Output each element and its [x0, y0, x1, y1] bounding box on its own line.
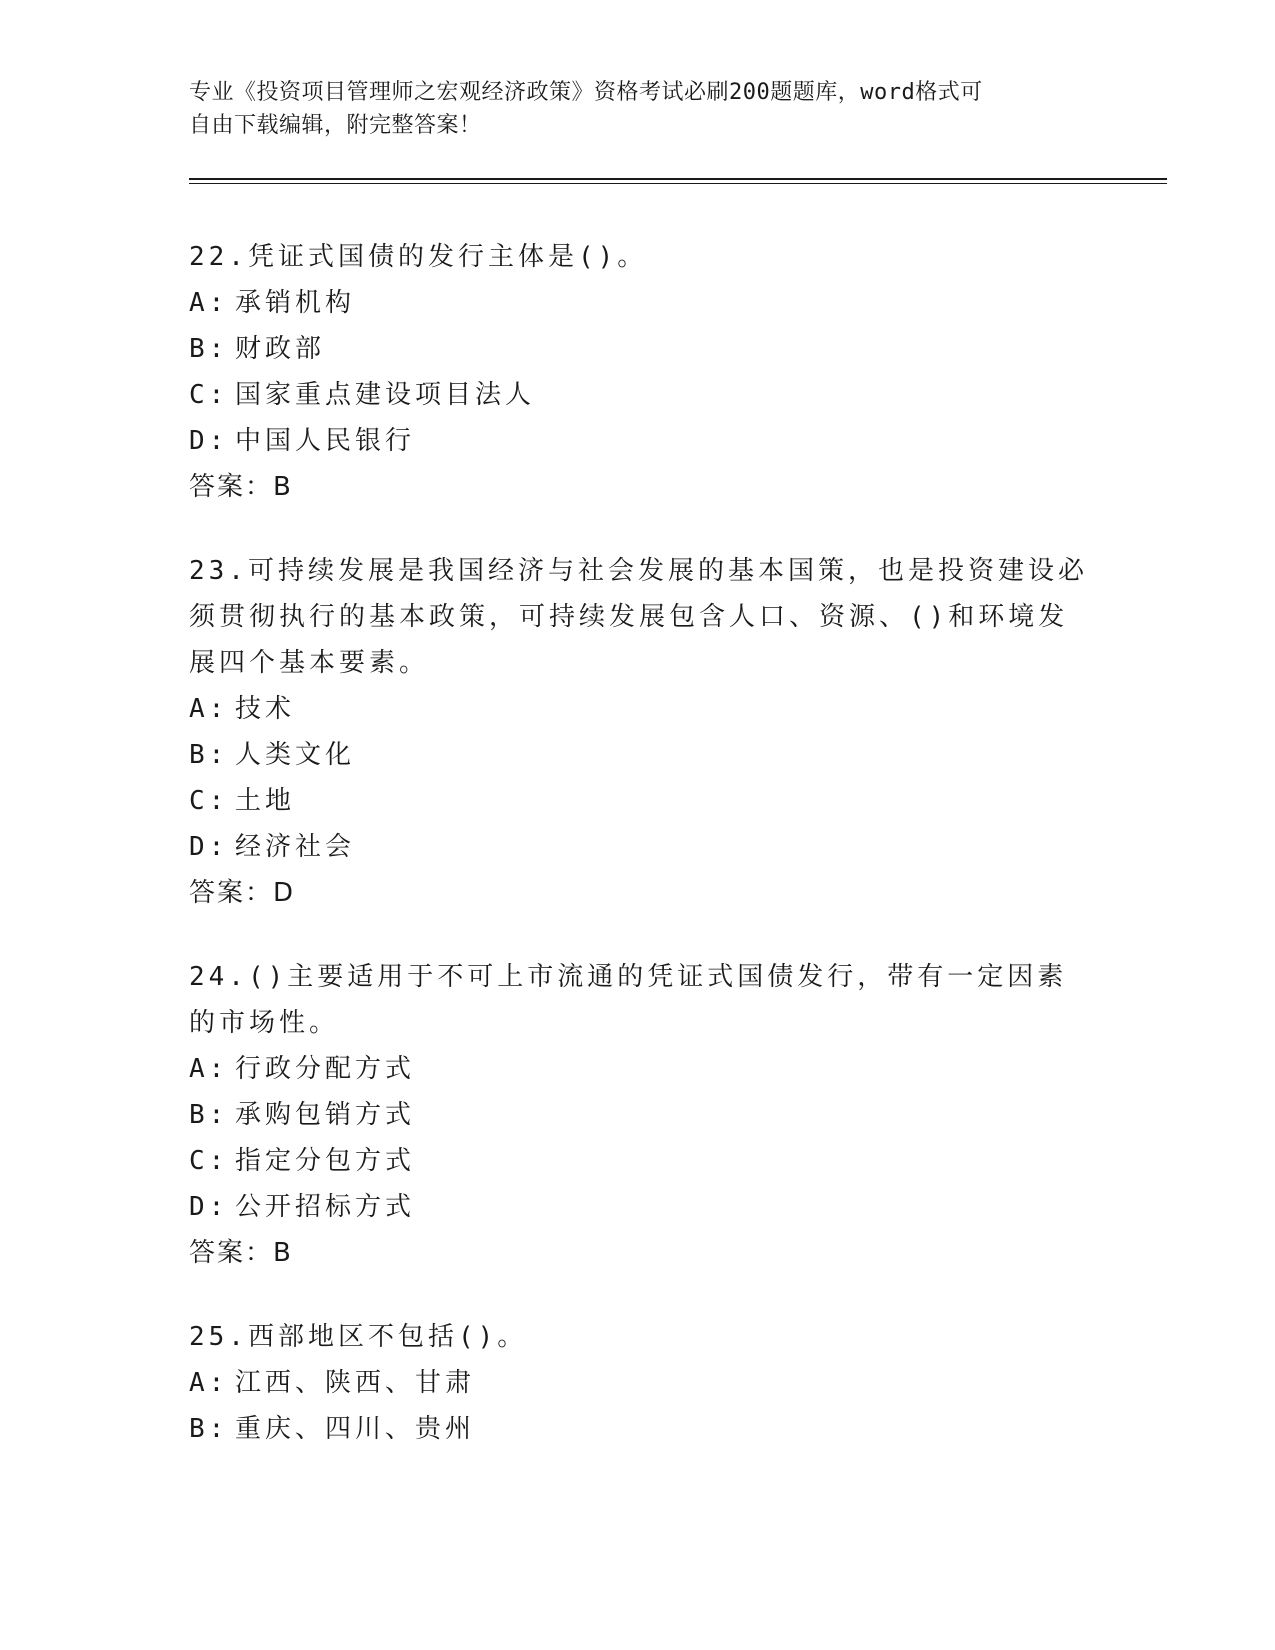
option-c [189, 1138, 1089, 1184]
option-text: 公开招标方式 [235, 1192, 416, 1222]
option-text: 财政部 [235, 334, 326, 364]
option-d [189, 824, 1089, 870]
option-text: 重庆、四川、贵州 [235, 1414, 476, 1444]
option-b [189, 1406, 1089, 1452]
header-line-1: 专业《投资项目管理师之宏观经济政策》资格考试必刷200题题库，word格式可 [189, 80, 983, 105]
option-text: 技术 [235, 694, 296, 724]
document-header [189, 76, 1089, 142]
question-22 [189, 234, 1089, 510]
header-divider [189, 178, 1167, 184]
option-key: C: [189, 380, 229, 410]
option-key: A: [189, 694, 229, 724]
option-a [189, 686, 1089, 732]
option-b [189, 1092, 1089, 1138]
option-text: 人类文化 [235, 740, 356, 770]
option-a [189, 1360, 1089, 1406]
option-key: B: [189, 1100, 229, 1130]
option-key: D: [189, 426, 229, 456]
question-stem: 22.凭证式国债的发行主体是()。 [189, 242, 648, 272]
question-stem: 24.()主要适用于不可上市流通的凭证式国债发行，带有一定因素的市场性。 [189, 962, 1068, 1038]
question-24 [189, 954, 1089, 1276]
option-text: 江西、陕西、甘肃 [235, 1368, 476, 1398]
option-text: 国家重点建设项目法人 [235, 380, 536, 410]
option-key: D: [189, 1192, 229, 1222]
option-text: 经济社会 [235, 832, 356, 862]
option-key: B: [189, 1414, 229, 1444]
option-b [189, 732, 1089, 778]
option-key: C: [189, 1146, 229, 1176]
option-b [189, 326, 1089, 372]
question-stem: 25.西部地区不包括()。 [189, 1322, 528, 1352]
option-d [189, 1184, 1089, 1230]
answer-line: 答案：D [189, 878, 296, 908]
option-text: 承销机构 [235, 288, 356, 318]
option-c [189, 372, 1089, 418]
option-d [189, 418, 1089, 464]
option-text: 行政分配方式 [235, 1054, 416, 1084]
question-stem: 23.可持续发展是我国经济与社会发展的基本国策，也是投资建设必须贯彻执行的基本政策，可持续发展包含人口、资源、()和环境发展四个基本要素。 [189, 556, 1088, 678]
question-23 [189, 548, 1089, 916]
answer-line: 答案：B [189, 472, 293, 502]
question-25 [189, 1314, 1089, 1452]
option-key: A: [189, 1054, 229, 1084]
answer-line: 答案：B [189, 1238, 293, 1268]
option-text: 土地 [235, 786, 296, 816]
option-text: 中国人民银行 [235, 426, 416, 456]
option-text: 承购包销方式 [235, 1100, 416, 1130]
header-line-2: 自由下载编辑，附完整答案！ [189, 113, 482, 138]
option-key: A: [189, 288, 229, 318]
option-key: C: [189, 786, 229, 816]
option-key: B: [189, 334, 229, 364]
question-list [189, 234, 1089, 1490]
option-text: 指定分包方式 [235, 1146, 416, 1176]
option-key: D: [189, 832, 229, 862]
option-key: A: [189, 1368, 229, 1398]
option-a [189, 1046, 1089, 1092]
option-key: B: [189, 740, 229, 770]
option-a [189, 280, 1089, 326]
option-c [189, 778, 1089, 824]
